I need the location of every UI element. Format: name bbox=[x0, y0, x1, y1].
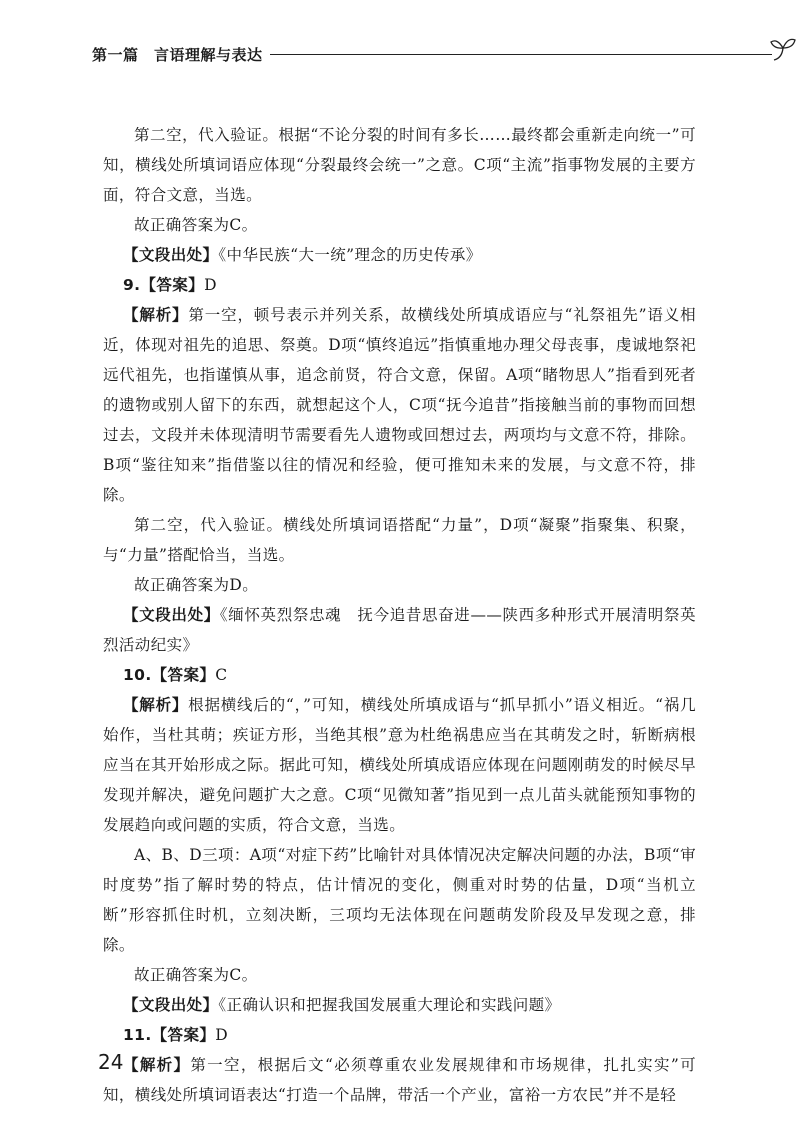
paragraph-text: 故正确答案为D。 bbox=[134, 576, 259, 594]
answer-tag: 10.【答案】 bbox=[123, 666, 216, 684]
paragraph bbox=[103, 570, 696, 600]
paragraph bbox=[103, 120, 696, 210]
analysis-paragraph bbox=[103, 300, 696, 510]
source-tag: 【文段出处】 bbox=[123, 606, 220, 624]
answer-line bbox=[103, 270, 696, 300]
analysis-tag: 【解析】 bbox=[123, 696, 189, 714]
paragraph bbox=[103, 840, 696, 960]
analysis-text: 第一空，根据后文“必须尊重农业发展规律和市场规律，扎扎实实”可知，横线处所填词语表达“打造一个品牌，带活一个产业，富裕一方农民”并不是轻 bbox=[103, 1056, 696, 1104]
paragraph-text: 故正确答案为C。 bbox=[134, 966, 258, 984]
paragraph-text: 第二空，代入验证。横线处所填词语搭配“力量”，D项“凝聚”指聚集、积聚，与“力量”搭配恰当，当选。 bbox=[103, 516, 696, 564]
source-line bbox=[103, 240, 696, 270]
analysis-text: 第一空，顿号表示并列关系，故横线处所填成语应与“礼祭祖先”语义相近，体现对祖先的追思、祭奠。D项“慎终追远”指慎重地办理父母丧事，虔诚地祭祀远代祖先，也指谨慎从事，追念前贤，符合文意，保留。A项“睹物思人”指看到死者的遗物或别人留下的东西，就想起这个人，C项“抚今追昔”指接触当前的事物而回想过去，文段并未体现清明节需要看先人遗物或回想过去，两项均与文意不符，排除。B项“鉴往知来”指借鉴以往的情况和经验，便可推知未来的发展，与文意不符，排除。 bbox=[103, 306, 696, 504]
analysis-paragraph bbox=[103, 690, 696, 840]
analysis-tag: 【解析】 bbox=[123, 306, 189, 324]
header-title: 第一篇 言语理解与表达 bbox=[92, 46, 263, 64]
analysis-paragraph bbox=[103, 1050, 696, 1110]
answer-value: D bbox=[215, 1026, 229, 1044]
source-title: 《正确认识和把握我国发展重大理论和实践问题》 bbox=[218, 996, 561, 1014]
header-rule bbox=[270, 54, 772, 55]
analysis-text: 根据横线后的“，”可知，横线处所填成语与“抓早抓小”语义相近。“祸几始作，当杜其萌；疾证方形，当绝其根”意为杜绝祸患应当在其萌发之时，斩断病根应当在其开始形成之际。据此可知，横线处所填成语应体现在问题刚萌发的时候尽早发现并解决，避免问题扩大之意。C项“见微知著”指见到一点儿苗头就能预知事物的发展趋向或问题的实质，符合文意，当选。 bbox=[103, 696, 696, 834]
paragraph bbox=[103, 960, 696, 990]
answer-line bbox=[103, 660, 696, 690]
answer-tag: 11.【答案】 bbox=[123, 1026, 216, 1044]
source-title: 《中华民族“大一统”理念的历史传承》 bbox=[218, 246, 482, 264]
paragraph bbox=[103, 510, 696, 570]
sprout-icon bbox=[768, 34, 798, 72]
source-tag: 【文段出处】 bbox=[123, 996, 219, 1014]
source-tag: 【文段出处】 bbox=[123, 246, 219, 264]
page-number: 24 bbox=[98, 1050, 124, 1074]
answer-value: C bbox=[215, 666, 228, 684]
answer-line bbox=[103, 1020, 696, 1050]
paragraph bbox=[103, 210, 696, 240]
source-line bbox=[103, 600, 696, 660]
paragraph-text: 故正确答案为C。 bbox=[134, 216, 258, 234]
paragraph-text: 第二空，代入验证。根据“不论分裂的时间有多长……最终都会重新走向统一”可知，横线处所填词语应体现“分裂最终会统一”之意。C项“主流”指事物发展的主要方面，符合文意，当选。 bbox=[103, 126, 696, 204]
running-header bbox=[92, 40, 712, 70]
answer-tag: 9.【答案】 bbox=[123, 276, 205, 294]
answer-value: D bbox=[204, 276, 217, 294]
paragraph-text: A、B、D三项：A项“对症下药”比喻针对具体情况决定解决问题的办法，B项“审时度势”指了解时势的特点，估计情况的变化，侧重对时势的估量，D项“当机立断”形容抓住时机，立刻决断，三项均无法体现在问题萌发阶段及早发现之意，排除。 bbox=[103, 846, 696, 954]
source-line bbox=[103, 990, 696, 1020]
source-title: 《缅怀英烈祭忠魂 抚今追昔思奋进——陕西多种形式开展清明祭英烈活动纪实》 bbox=[103, 606, 696, 654]
page-body bbox=[103, 120, 696, 1110]
analysis-tag: 【解析】 bbox=[123, 1056, 191, 1074]
